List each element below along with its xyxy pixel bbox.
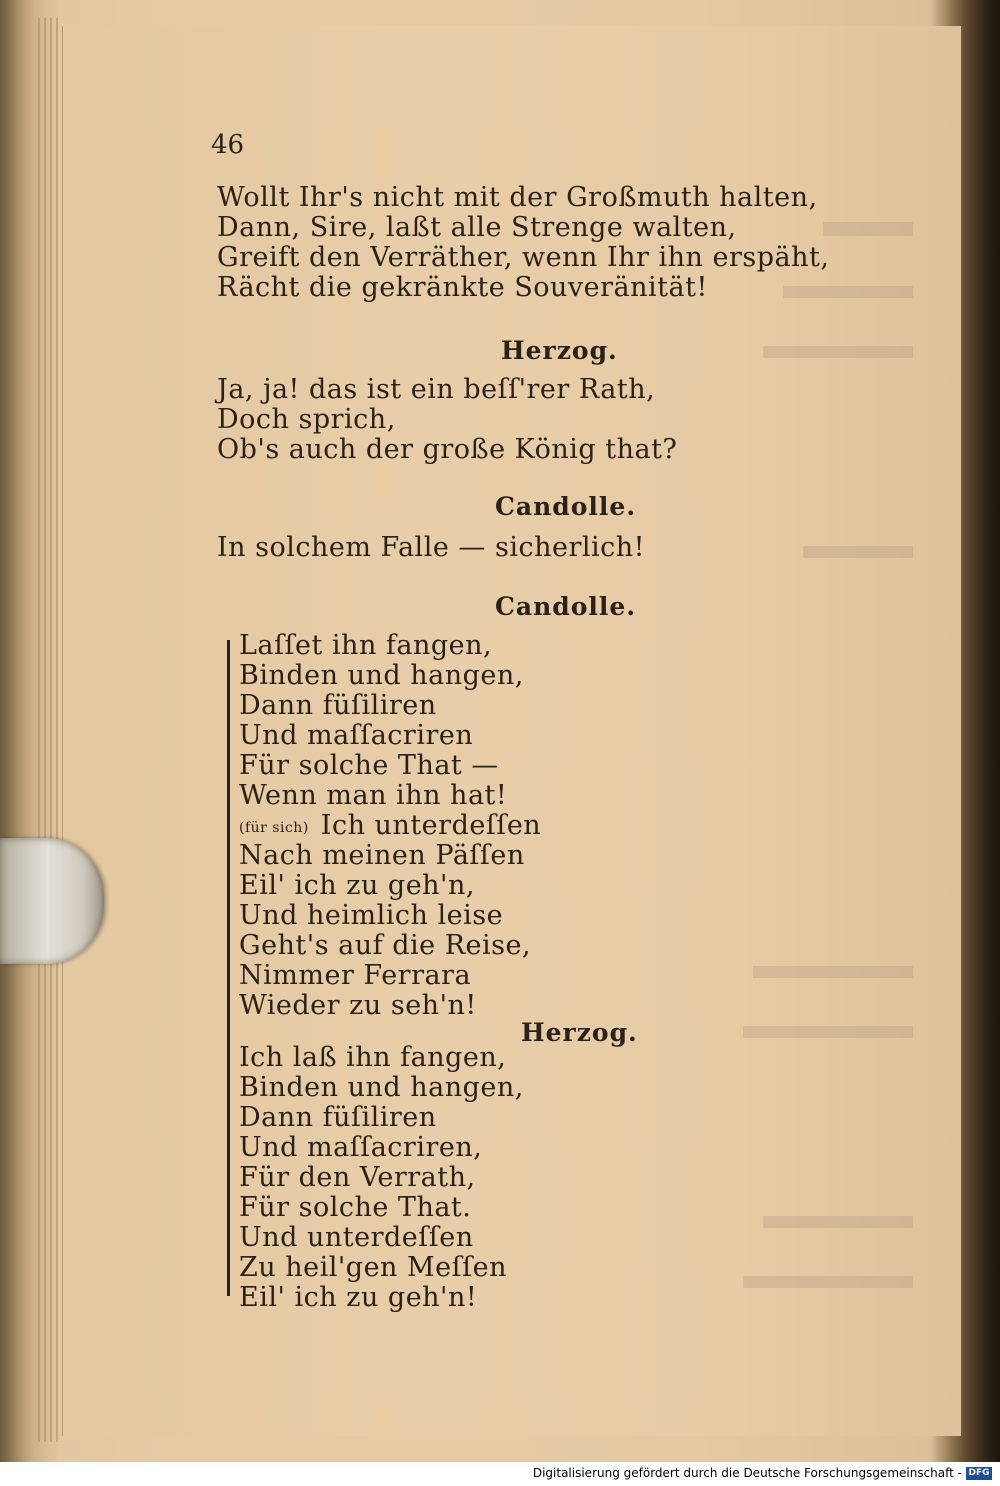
bleed-through-mark: [743, 1276, 913, 1288]
verse-line: Wieder zu seh'n!: [239, 990, 477, 1021]
verse-line: Eil' ich zu geh'n,: [239, 870, 475, 901]
verse-line: Nimmer Ferrara: [239, 960, 472, 991]
verse-line: Und heimlich leise: [239, 900, 504, 931]
verse-line: Ich laß ihn fangen,: [239, 1042, 507, 1073]
page-number: 46: [211, 130, 245, 160]
bleed-through-mark: [753, 966, 913, 978]
verse-line: Geht's auf die Reise,: [239, 930, 532, 961]
bleed-through-mark: [823, 222, 913, 236]
verse-line: Laſſet ihn fangen,: [239, 630, 493, 661]
verse-line: Nach meinen Päſſen: [239, 840, 525, 871]
verse-line: Für solche That.: [239, 1192, 472, 1223]
verse-line: Ja, ja! das ist ein beſſ'rer Rath,: [217, 374, 656, 405]
verse-line: Dann füſiliren: [239, 690, 437, 721]
page-edge: [44, 18, 46, 1442]
book-page: [62, 26, 961, 1436]
footer-bar: [0, 1462, 1000, 1486]
speaker-name: Candolle.: [495, 592, 637, 621]
stage-direction: (für sich): [239, 820, 309, 836]
verse-line: Für den Verrath,: [239, 1162, 476, 1193]
verse-line: Binden und hangen,: [239, 660, 524, 691]
bleed-through-mark: [763, 1216, 913, 1228]
verse-line: Dann, Sire, laßt alle Strenge walten,: [217, 212, 737, 243]
verse-line: Ob's auch der große König that?: [217, 434, 678, 465]
verse-line: Für solche That —: [239, 750, 499, 781]
dfg-logo: DFG: [966, 1467, 992, 1480]
verse-line: Eil' ich zu geh'n!: [239, 1282, 478, 1313]
verse-line: Und maſſacriren,: [239, 1132, 483, 1163]
page-edge: [56, 18, 58, 1442]
verse-line: Zu heil'gen Meſſen: [239, 1252, 508, 1283]
verse-line: Rächt die gekränkte Souveränität!: [217, 272, 708, 303]
page-edge: [38, 18, 40, 1442]
page-clip: [0, 838, 104, 964]
verse-line: Und unterdeſſen: [239, 1222, 474, 1253]
verse-text: Ich unterdeſſen: [320, 810, 542, 841]
verse-line: Doch sprich,: [217, 404, 396, 435]
verse-line: Dann füſiliren: [239, 1102, 437, 1133]
verse-line: Wenn man ihn hat!: [239, 780, 508, 811]
speaker-name: Herzog.: [501, 336, 618, 365]
verse-line: In solchem Falle — sicherlich!: [217, 532, 645, 563]
bleed-through-mark: [783, 286, 913, 298]
verse-line: Wollt Ihr's nicht mit der Großmuth halten,: [217, 182, 818, 213]
verse-line: Greift den Verräther, wenn Ihr ihn erspäht,: [217, 242, 830, 273]
speaker-name: Candolle.: [495, 492, 637, 521]
page-edge: [50, 18, 52, 1442]
verse-line: Und maſſacriren: [239, 720, 474, 751]
verse-line: Binden und hangen,: [239, 1072, 524, 1103]
verse-line-aside: [239, 810, 541, 841]
funding-notice: Digitalisierung gefördert durch die Deutsche Forschungsgemeinschaft -: [532, 1466, 962, 1480]
speaker-name: Herzog.: [521, 1018, 638, 1047]
duet-bracket: [227, 640, 230, 1296]
bleed-through-mark: [803, 546, 913, 558]
bleed-through-mark: [743, 1026, 913, 1038]
bleed-through-mark: [763, 346, 913, 358]
